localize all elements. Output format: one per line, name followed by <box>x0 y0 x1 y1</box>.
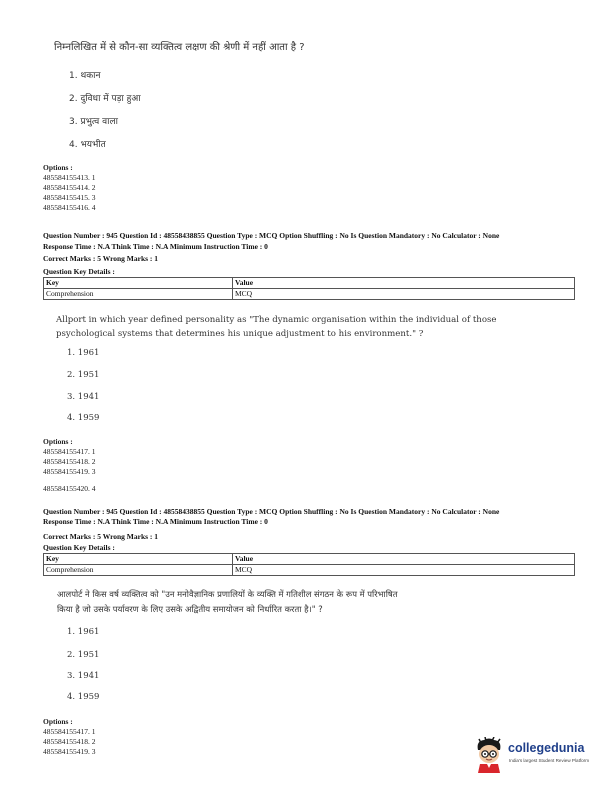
q2-key-details-label: Question Key Details : <box>43 267 115 276</box>
q2-option-id-4: 485584155420. 4 <box>43 484 96 493</box>
q3-key-details-label: Question Key Details : <box>43 543 115 552</box>
q3-key-table <box>43 553 575 576</box>
q3-options-label: Options : <box>43 717 73 726</box>
q2-question-text <box>56 313 497 341</box>
q1-option-id-4: 485584155416. 4 <box>43 203 96 212</box>
q3-value-header: Value <box>233 554 575 565</box>
q1-choice-4: 4. भयभीत <box>69 140 106 150</box>
q2-options-label: Options : <box>43 437 73 446</box>
q3-option-id-2: 485584155418. 2 <box>43 737 96 746</box>
q2-option-id-2: 485584155418. 2 <box>43 457 96 466</box>
q2-option-id-3: 485584155419. 3 <box>43 467 96 476</box>
q2-choice-3: 3. 1941 <box>67 392 100 402</box>
q2-choice-4: 4. 1959 <box>67 413 100 423</box>
q2-value-header: Value <box>233 278 575 289</box>
q3-option-id-1: 485584155417. 1 <box>43 727 96 736</box>
q3-marks: Correct Marks : 5 Wrong Marks : 1 <box>43 532 159 541</box>
q1-option-id-1: 485584155413. 1 <box>43 173 96 182</box>
q3-question-text <box>57 587 397 617</box>
mascot-icon <box>472 737 506 773</box>
q3-choice-2: 2. 1951 <box>67 650 100 660</box>
q1-choice-1: 1. थकान <box>69 71 101 81</box>
q2-value-cell: MCQ <box>233 289 575 300</box>
q3-question-line-1: आलपोर्ट ने किस वर्ष व्यक्तित्व को "उन मनोवैज्ञानिक प्रणालियों के व्यक्ति में गतिशील संगठन के रूप में परिभाषित <box>57 589 398 599</box>
q2-option-id-1: 485584155417. 1 <box>43 447 96 456</box>
q2-choice-1: 1. 1961 <box>67 348 100 358</box>
logo-tagline: India's largest Student Review Platform <box>509 758 590 763</box>
q3-choice-1: 1. 1961 <box>67 627 100 637</box>
q2-meta-line-1: Question Number : 945 Question Id : 48558438855 Question Type : MCQ Option Shuffling : No Is Question Mandatory : No Calculator : None <box>43 231 500 240</box>
q3-question-line-2: किया है जो उसके पर्यावरण के लिए उसके अद्वितीय समायोजन को निर्धारित करता है।" ? <box>57 604 323 614</box>
q1-question-text: निम्नलिखित में से कौन-सा व्यक्तित्व लक्षण की श्रेणी में नहीं आता है ? <box>54 42 305 53</box>
q3-choice-4: 4. 1959 <box>67 692 100 702</box>
q2-key-table <box>43 277 575 300</box>
collegedunia-logo <box>472 735 604 777</box>
logo-wordmark: collegedunia <box>508 741 585 755</box>
q1-option-id-3: 485584155415. 3 <box>43 193 96 202</box>
q2-marks: Correct Marks : 5 Wrong Marks : 1 <box>43 254 159 263</box>
q2-key-header: Key <box>44 278 233 289</box>
q3-meta-line-2: Response Time : N.A Think Time : N.A Minimum Instruction Time : 0 <box>43 517 268 526</box>
q3-key-header: Key <box>44 554 233 565</box>
q1-choice-2: 2. दुविधा में पड़ा हुआ <box>69 94 141 104</box>
q1-choice-3: 3. प्रभुत्व वाला <box>69 117 118 127</box>
q3-meta-line-1: Question Number : 945 Question Id : 48558438855 Question Type : MCQ Option Shuffling : No Is Question Mandatory : No Calculator : None <box>43 507 500 516</box>
q1-option-id-2: 485584155414. 2 <box>43 183 96 192</box>
q3-option-id-3: 485584155419. 3 <box>43 747 96 756</box>
q1-options-label: Options : <box>43 163 73 172</box>
q2-choice-2: 2. 1951 <box>67 370 100 380</box>
q3-value-cell: MCQ <box>233 565 575 576</box>
q3-key-cell: Comprehension <box>44 565 233 576</box>
q3-choice-3: 3. 1941 <box>67 671 100 681</box>
q2-question-line-1: Allport in which year defined personality as "The dynamic organisation within the individual of those <box>56 315 497 325</box>
q2-key-cell: Comprehension <box>44 289 233 300</box>
q2-question-line-2: psychological systems that determines his unique adjustment to his environment." ? <box>56 329 424 339</box>
q2-meta-line-2: Response Time : N.A Think Time : N.A Minimum Instruction Time : 0 <box>43 242 268 251</box>
